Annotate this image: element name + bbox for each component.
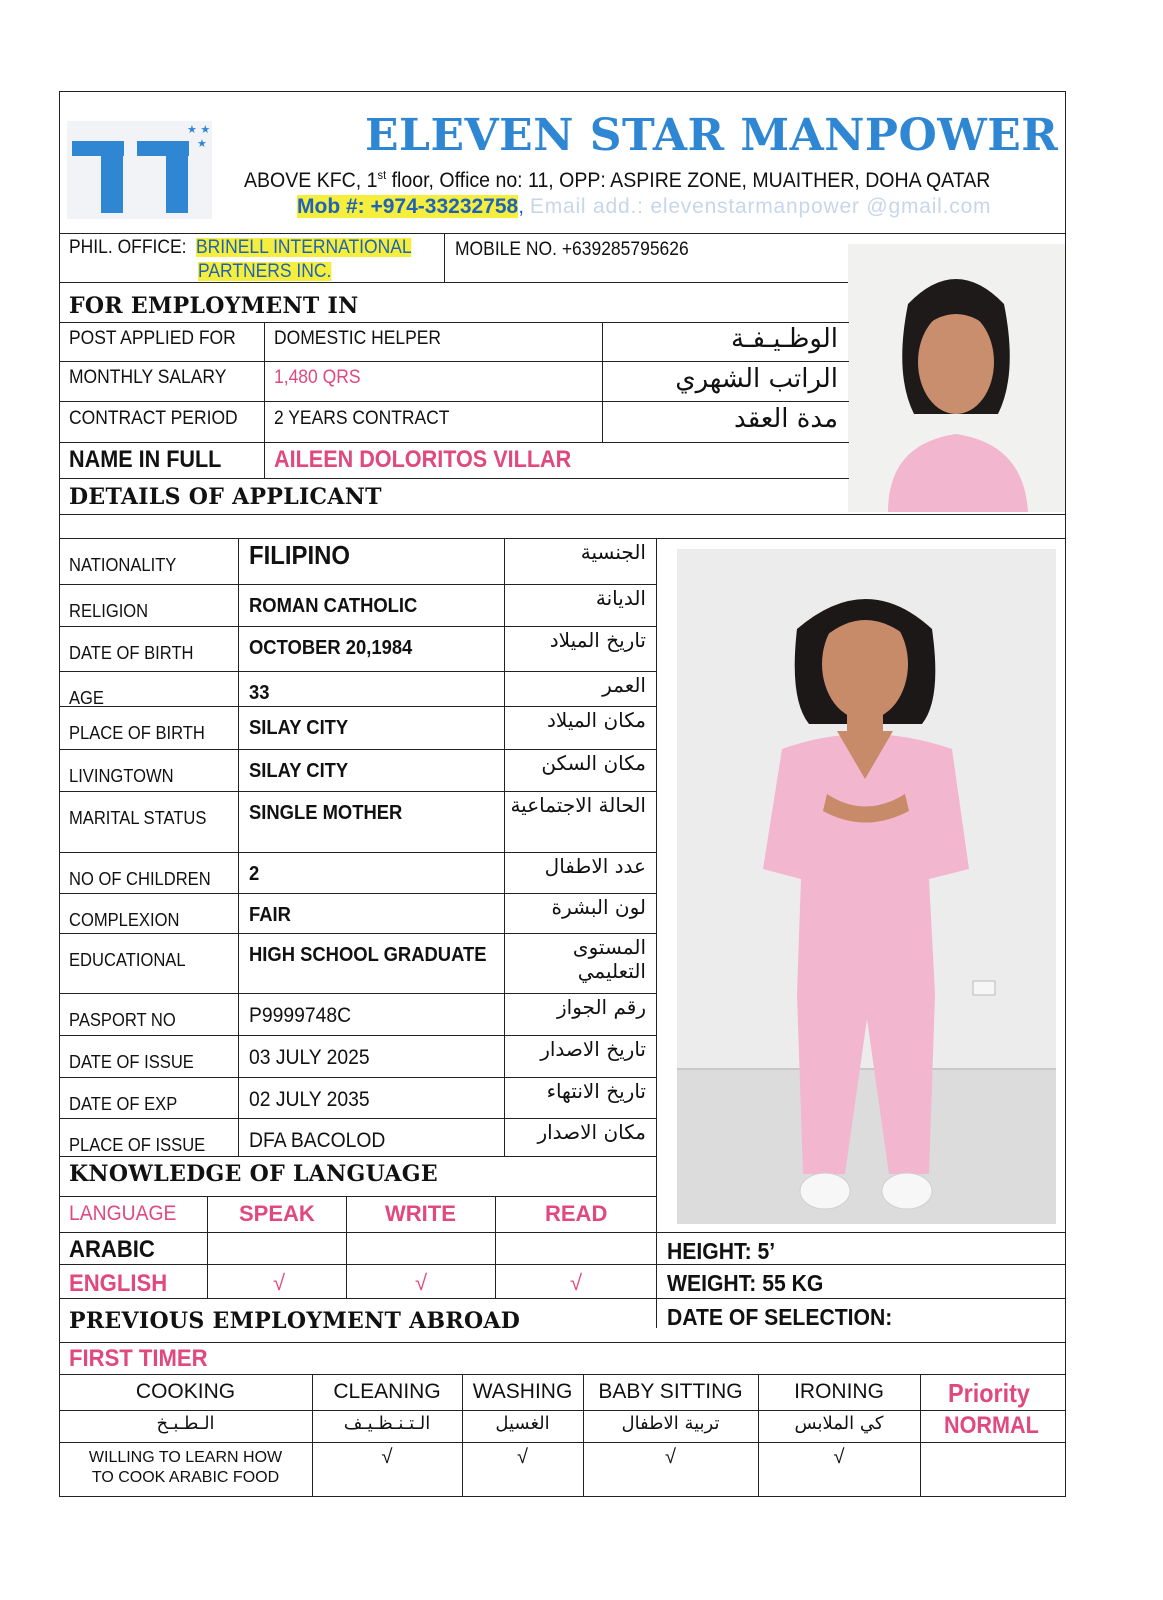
detail-value: ROMAN CATHOLIC bbox=[249, 595, 418, 617]
language-arabic: ARABIC bbox=[69, 1236, 155, 1263]
english-speak-check: √ bbox=[273, 1270, 286, 1295]
height-value: HEIGHT: 5’ bbox=[667, 1238, 776, 1264]
svg-text:★: ★ bbox=[197, 137, 207, 150]
contract-period-label: CONTRACT PERIOD bbox=[69, 408, 238, 429]
detail-label: EDUCATIONAL bbox=[69, 950, 186, 970]
detail-label: COMPLEXION bbox=[69, 910, 180, 930]
detail-value: 2 bbox=[249, 863, 260, 885]
phil-office-name-1: BRINELL INTERNATIONAL bbox=[196, 237, 412, 258]
skill-mark: WILLING TO LEARN HOW TO COOK ARABIC FOOD bbox=[88, 1449, 283, 1486]
skill-label: COOKING bbox=[135, 1380, 236, 1403]
skill-mark: √ bbox=[833, 1446, 845, 1468]
priority-label: Priority bbox=[948, 1378, 1030, 1408]
post-applied-value: DOMESTIC HELPER bbox=[274, 328, 442, 349]
language-header-language: LANGUAGE bbox=[69, 1202, 177, 1225]
applicant-full-body-photo bbox=[677, 549, 1056, 1224]
employment-section-title: FOR EMPLOYMENT IN bbox=[69, 293, 359, 319]
detail-label: NO OF CHILDREN bbox=[69, 869, 211, 889]
language-header-write: WRITE bbox=[385, 1201, 456, 1226]
detail-value: SILAY CITY bbox=[249, 717, 349, 739]
detail-arabic: تاريخ الانتهاء bbox=[546, 1079, 646, 1103]
previous-employment-title: PREVIOUS EMPLOYMENT ABROAD bbox=[69, 1308, 521, 1334]
detail-arabic: عدد الاطفال bbox=[544, 854, 646, 878]
detail-label: PASPORT NO bbox=[69, 1010, 176, 1030]
phil-office-label: PHIL. OFFICE: bbox=[69, 237, 187, 258]
detail-arabic: الديانة bbox=[595, 586, 646, 610]
company-name: ELEVEN STAR MANPOWER bbox=[365, 110, 1059, 161]
post-applied-arabic: الوظـيـفـة bbox=[730, 324, 838, 354]
detail-arabic: مكان السكن bbox=[541, 751, 646, 775]
name-in-full-label: NAME IN FULL bbox=[69, 446, 222, 473]
contract-period-arabic: مدة العقد bbox=[734, 404, 838, 434]
skill-label: CLEANING bbox=[333, 1380, 441, 1403]
english-read-check: √ bbox=[570, 1270, 583, 1295]
name-in-full-value: AILEEN DOLORITOS VILLAR bbox=[274, 446, 572, 473]
detail-value: P9999748C bbox=[249, 1004, 352, 1027]
detail-arabic: الحالة الاجتماعية bbox=[510, 793, 646, 817]
detail-arabic: مكان الميلاد bbox=[547, 708, 646, 732]
detail-label: PLACE OF ISSUE bbox=[69, 1135, 206, 1155]
monthly-salary-arabic: الراتب الشهري bbox=[675, 364, 838, 394]
monthly-salary-label: MONTHLY SALARY bbox=[69, 367, 227, 388]
language-section-title: KNOWLEDGE OF LANGUAGE bbox=[69, 1161, 438, 1187]
weight-value: WEIGHT: 55 KG bbox=[667, 1270, 824, 1296]
mobile-number: Mob #: +974-33232758 bbox=[297, 195, 519, 218]
detail-label: DATE OF BIRTH bbox=[69, 643, 194, 663]
email-address: Email add.: elevenstarmanpower @gmail.com bbox=[529, 195, 992, 218]
detail-label: PLACE OF BIRTH bbox=[69, 723, 205, 743]
detail-value: 33 bbox=[249, 682, 270, 704]
detail-value: SILAY CITY bbox=[249, 760, 349, 782]
language-header-read: READ bbox=[545, 1201, 608, 1226]
skill-mark: √ bbox=[665, 1446, 676, 1468]
monthly-salary-value: 1,480 QRS bbox=[274, 367, 361, 388]
phil-office-name-2: PARTNERS INC. bbox=[198, 261, 332, 282]
detail-arabic: الجنسية bbox=[580, 540, 646, 564]
detail-arabic: العمر bbox=[602, 673, 646, 697]
language-english: ENGLISH bbox=[69, 1270, 168, 1297]
detail-label: DATE OF EXP bbox=[69, 1094, 178, 1114]
detail-arabic: رقم الجواز bbox=[557, 995, 646, 1019]
skill-label: WASHING bbox=[472, 1380, 573, 1403]
detail-label: DATE OF ISSUE bbox=[69, 1052, 194, 1072]
skill-arabic: الغسيل bbox=[495, 1413, 550, 1434]
detail-value: 03 JULY 2025 bbox=[249, 1046, 370, 1069]
english-write-check: √ bbox=[415, 1270, 428, 1295]
skill-mark: √ bbox=[381, 1446, 393, 1468]
detail-label: MARITAL STATUS bbox=[69, 808, 207, 828]
detail-label: RELIGION bbox=[69, 601, 149, 621]
contract-period-value: 2 YEARS CONTRACT bbox=[274, 408, 450, 429]
applicant-portrait-photo bbox=[848, 244, 1065, 512]
detail-arabic: لون البشرة bbox=[551, 895, 646, 919]
post-applied-label: POST APPLIED FOR bbox=[69, 328, 236, 349]
date-of-selection-label: DATE OF SELECTION: bbox=[667, 1304, 893, 1330]
detail-arabic: المستوى التعليمي bbox=[572, 935, 646, 983]
skill-mark: √ bbox=[517, 1446, 528, 1468]
skill-arabic: الـطـبـخ bbox=[156, 1413, 215, 1434]
skill-label: IRONING bbox=[794, 1380, 884, 1403]
company-address: ABOVE KFC, 1st floor, Office no: 11, OPP: ASPIRE ZONE, MUAITHER, DOHA QATAR bbox=[244, 168, 991, 192]
detail-value: SINGLE MOTHER bbox=[249, 802, 403, 824]
detail-arabic: مكان الاصدار bbox=[537, 1120, 646, 1144]
detail-label: AGE bbox=[69, 688, 104, 708]
language-header-speak: SPEAK bbox=[239, 1201, 315, 1226]
detail-label: LIVINGTOWN bbox=[69, 766, 174, 786]
skill-arabic: كي الملابس bbox=[794, 1413, 884, 1434]
skill-arabic: الـتـنـظـيـف bbox=[343, 1413, 431, 1434]
company-contact: Mob #: +974-33232758, Email add.: elevenstarmanpower @gmail.com bbox=[297, 195, 992, 218]
detail-value: HIGH SCHOOL GRADUATE bbox=[249, 944, 487, 966]
details-section-title: DETAILS OF APPLICANT bbox=[69, 484, 382, 510]
detail-value: FILIPINO bbox=[249, 540, 350, 570]
eleven-star-logo-icon bbox=[67, 121, 212, 219]
detail-arabic: تاريخ الاصدار bbox=[540, 1037, 646, 1061]
skill-arabic: تربية الاطفال bbox=[621, 1413, 720, 1434]
previous-employment-value: FIRST TIMER bbox=[69, 1345, 208, 1372]
detail-arabic: تاريخ الميلاد bbox=[549, 628, 646, 652]
detail-value: OCTOBER 20,1984 bbox=[249, 637, 413, 659]
skill-label: BABY SITTING bbox=[598, 1380, 743, 1403]
detail-value: DFA BACOLOD bbox=[249, 1129, 386, 1152]
company-logo bbox=[67, 121, 212, 219]
detail-value: FAIR bbox=[249, 904, 291, 926]
detail-value: 02 JULY 2035 bbox=[249, 1088, 370, 1111]
svg-text:★ ★: ★ ★ bbox=[187, 123, 211, 136]
detail-label: NATIONALITY bbox=[69, 555, 177, 575]
phil-office-mobile: MOBILE NO. +639285795626 bbox=[455, 239, 689, 260]
priority-value: NORMAL bbox=[944, 1412, 1039, 1439]
